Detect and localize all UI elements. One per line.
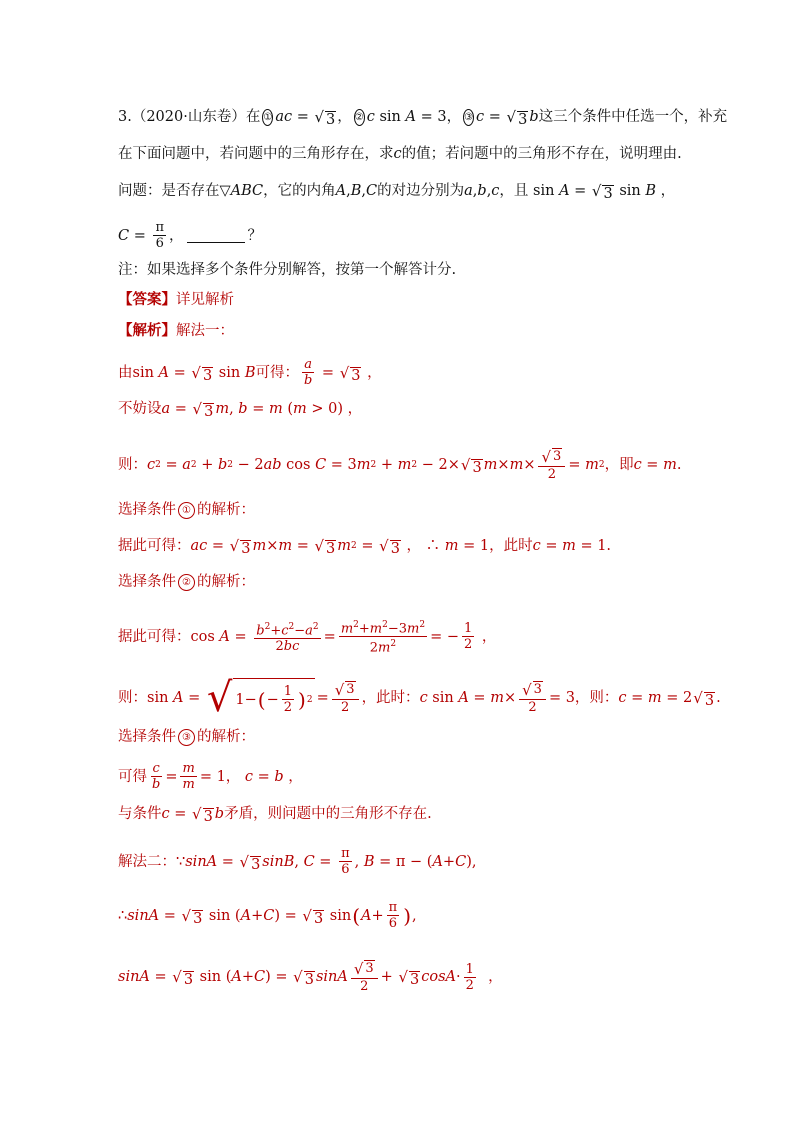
circle-1: ①: [262, 109, 273, 126]
analysis-line-s8: 与条件 c = √ 3 b 矛盾，则问题中的三角形不存在.: [118, 805, 432, 825]
method2-line-2: ∴ sinA = √ 3 sin ( A + C ) = √ 3 sin ( A + $\frac{\pi}{6}$ ) ,: [118, 900, 417, 931]
problem-line-1: 3.（2020·山东卷）在 ① ac = √ 3 ， ② c sin A = 3 ， ③ c = √ 3 b 这三个条件中任选一个，补充: [118, 108, 728, 128]
problem-text: 3.（2020·山东卷）在: [118, 109, 261, 125]
circle-2: ②: [354, 109, 365, 126]
option-2-heading: 选择条件 ② 的解析：: [118, 574, 255, 590]
analysis-line-s3: 则： c 2 = a 2 + b 2 − 2 ab cos C = 3 m 2 + m 2 − 2× √ 3 m × m × √ 3 2 = m 2 ，即 c = m .: [118, 448, 682, 482]
note-line: 注：如果选择多个条件分别解答，按第一个解答计分.: [118, 262, 457, 278]
problem-line-3: 问题：是否存在 ▽ABC ，它的内角 A , B , C 的对边分别为 a , b , c ，且 sin A = √ 3 sin B ，: [118, 182, 676, 202]
answer-blank: [187, 228, 245, 243]
analysis-line-s6: 则： sin A = √ 1− ( − $\frac{1}{2}$ ) 2 = √ 3 2 ，此时： c sin A = m × √ 3 2 = 3 ，则： c = m = 2 √ 3 .: [118, 675, 721, 721]
option-3-heading: 选择条件 ③ 的解析：: [118, 729, 255, 745]
analysis-line-s7: 可得 $\frac{c}{b}$ = $\frac{m}{m}$ = 1， c = b ，: [118, 761, 303, 792]
analysis-line-s5: 据此可得： cos A = $\frac{b^2+c^2-a^2}{2bc}$ = $\frac{m^2+m^2-3m^2}{2m^2}$ = − $\frac{1}{2}$ ，: [118, 620, 497, 656]
analysis-line-s1: 由 sin A = √ 3 sin B 可得： $\frac{a}{b}$ = √ 3 ，: [118, 357, 382, 388]
circle-3: ③: [463, 109, 474, 126]
analysis-header: 【解析】 解法一：: [118, 322, 234, 339]
analysis-line-s4: 据此可得： ac = √ 3 m × m = √ 3 m 2 = √ 3 ， ∴ m = 1 ，此时 c = m = 1.: [118, 537, 612, 557]
problem-line-2: 在下面问题中，若问题中的三角形存在，求 c 的值；若问题中的三角形不存在，说明理由.: [118, 146, 682, 162]
method2-line-3: sinA = √ 3 sin ( A + C ) = √ 3 sinA √ 3 2 + √ 3 cosA · $\frac{1}{2}$ ，: [118, 960, 503, 994]
option-1-heading: 选择条件 ① 的解析：: [118, 502, 255, 518]
answer-line: 【答案】 详见解析: [118, 291, 234, 308]
method2-line-1: 解法二： ∵ sinA = √ 3 sinB , C = $\frac{\pi}{6}$ , B = π − ( A + C ),: [118, 846, 477, 877]
problem-line-4: C = $\frac{\pi}{6}$ ， ？: [118, 220, 263, 251]
analysis-line-s2: 不妨设 a = √ 3 m , b = m ( m > 0) ，: [118, 400, 363, 420]
